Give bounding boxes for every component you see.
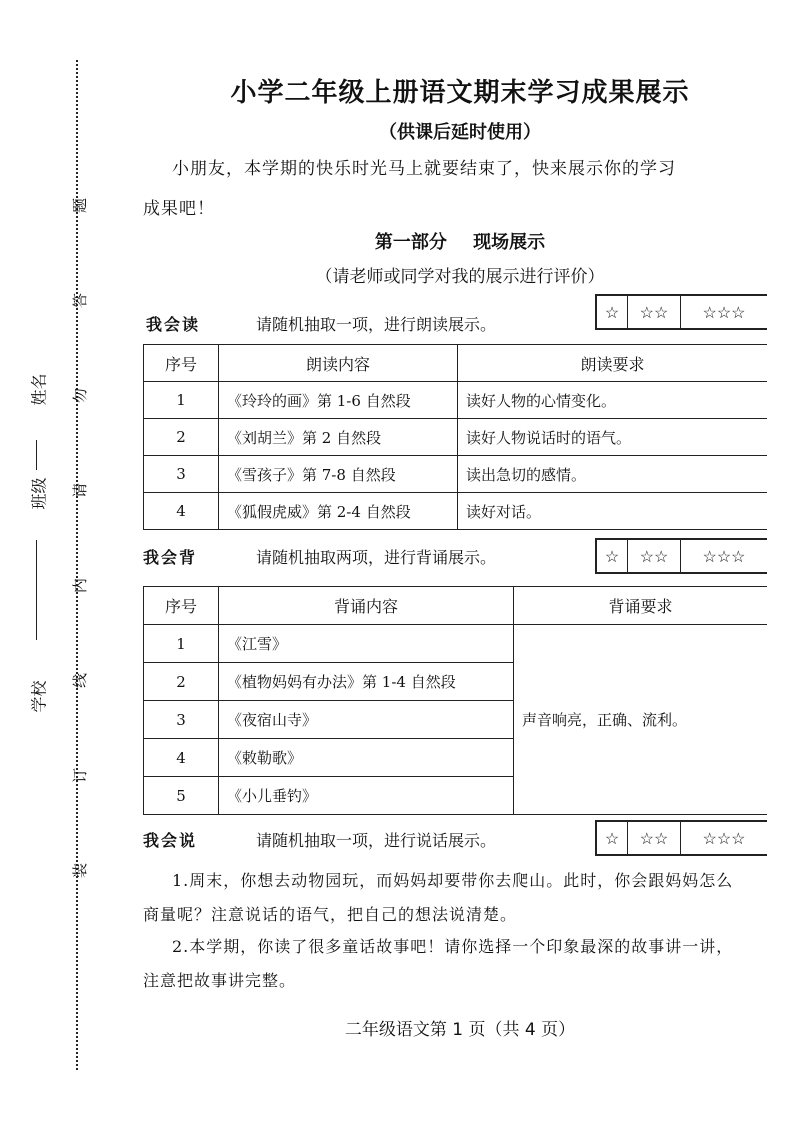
rating-one-star[interactable]: ☆ [597,296,628,328]
read-rating-box [595,294,767,330]
table-header-row [144,587,768,625]
col-header-number: 序号 [144,345,219,382]
page-subtitle: （供课后延时使用） [379,122,541,143]
row-number: 1 [144,382,219,419]
page-footer: 二年级语文第 1 页（共 4 页） [344,1020,576,1040]
table-row [144,493,768,530]
seal-char-da: 答 [71,292,90,309]
col-header-requirement: 朗读要求 [458,345,768,382]
table-row [144,625,768,663]
row-number: 2 [144,663,219,701]
row-content: 《狐假虎威》第 2-4 自然段 [219,493,458,530]
seal-char-qing: 请 [71,482,90,499]
table-row [144,419,768,456]
seal-char-wu: 勿 [71,387,90,404]
seal-char-ti: 题 [71,197,90,214]
school-field-line[interactable] [36,540,37,640]
seal-char-xian: 线 [71,672,90,689]
recite-requirement: 声音响亮，正确、流利。 [514,625,768,815]
class-field-line[interactable] [36,440,37,470]
row-number: 3 [144,456,219,493]
table-header-row [144,345,768,382]
rating-three-stars[interactable]: ☆☆☆ [702,828,746,848]
rating-one-star[interactable]: ☆ [597,540,628,572]
row-content: 《江雪》 [219,625,514,663]
row-content: 《植物妈妈有办法》第 1-4 自然段 [219,663,514,701]
row-content: 《刘胡兰》第 2 自然段 [219,419,458,456]
row-content: 《敕勒歌》 [219,739,514,777]
table-row [144,456,768,493]
read-section-label: 我会读 [146,315,201,334]
col-header-number: 序号 [144,587,219,625]
row-number: 4 [144,493,219,530]
rating-three-stars[interactable]: ☆☆☆ [702,302,746,322]
read-table [143,344,767,530]
speak-question-1-line-1: 1.周末，你想去动物园玩，而妈妈却要带你去爬山。此时，你会跟妈妈怎么 [172,871,734,890]
row-number: 1 [144,625,219,663]
table-row [144,382,768,419]
row-requirement: 读好人物的心情变化。 [458,382,768,419]
col-header-content: 背诵内容 [219,587,514,625]
seal-char-nei: 内 [71,577,90,594]
class-field-label: 班级 [29,477,49,510]
part-note: （请老师或同学对我的展示进行评价） [315,267,605,287]
part-heading [150,228,770,254]
row-number: 5 [144,777,219,815]
speak-question-2-line-2: 注意把故事讲完整。 [143,971,297,990]
part-number: 第一部分 [374,232,447,253]
intro-line-2: 成果吧！ [143,199,215,219]
rating-two-stars[interactable]: ☆☆ [628,296,681,328]
row-content: 《夜宿山寺》 [219,701,514,739]
school-field-label: 学校 [29,680,49,713]
row-content: 《玲玲的画》第 1-6 自然段 [219,382,458,419]
row-requirement: 读出急切的感情。 [458,456,768,493]
seal-char-zhuang: 装 [71,862,90,879]
row-number: 3 [144,701,219,739]
col-header-content: 朗读内容 [219,345,458,382]
intro-line-1: 小朋友，本学期的快乐时光马上就要结束了，快来展示你的学习 [172,159,676,179]
recite-section-label: 我会背 [143,548,198,567]
rating-one-star[interactable]: ☆ [597,822,628,854]
row-number: 4 [144,739,219,777]
read-instruction: 请随机抽取一项，进行朗读展示。 [256,315,497,334]
recite-instruction: 请随机抽取两项，进行背诵展示。 [256,548,497,567]
rating-two-stars[interactable]: ☆☆ [628,540,681,572]
speak-question-2-line-1: 2.本学期，你读了很多童话故事吧！请你选择一个印象最深的故事讲一讲， [172,937,734,956]
seal-char-ding: 订 [71,767,90,784]
row-content: 《雪孩子》第 7-8 自然段 [219,456,458,493]
row-content: 《小儿垂钓》 [219,777,514,815]
recite-rating-box [595,538,767,574]
rating-three-stars[interactable]: ☆☆☆ [702,546,746,566]
page-title: 小学二年级上册语文期末学习成果展示 [230,78,690,108]
row-requirement: 读好人物说话时的语气。 [458,419,768,456]
row-number: 2 [144,419,219,456]
part-name: 现场展示 [473,232,546,253]
row-requirement: 读好对话。 [458,493,768,530]
rating-two-stars[interactable]: ☆☆ [628,822,681,854]
speak-rating-box [595,820,767,856]
name-field-label: 姓名 [29,373,49,406]
speak-instruction: 请随机抽取一项，进行说话展示。 [256,831,497,850]
recite-table [143,586,767,815]
col-header-requirement: 背诵要求 [514,587,768,625]
speak-section-label: 我会说 [143,831,198,850]
speak-question-1-line-2: 商量呢？注意说话的语气，把自己的想法说清楚。 [143,905,518,924]
